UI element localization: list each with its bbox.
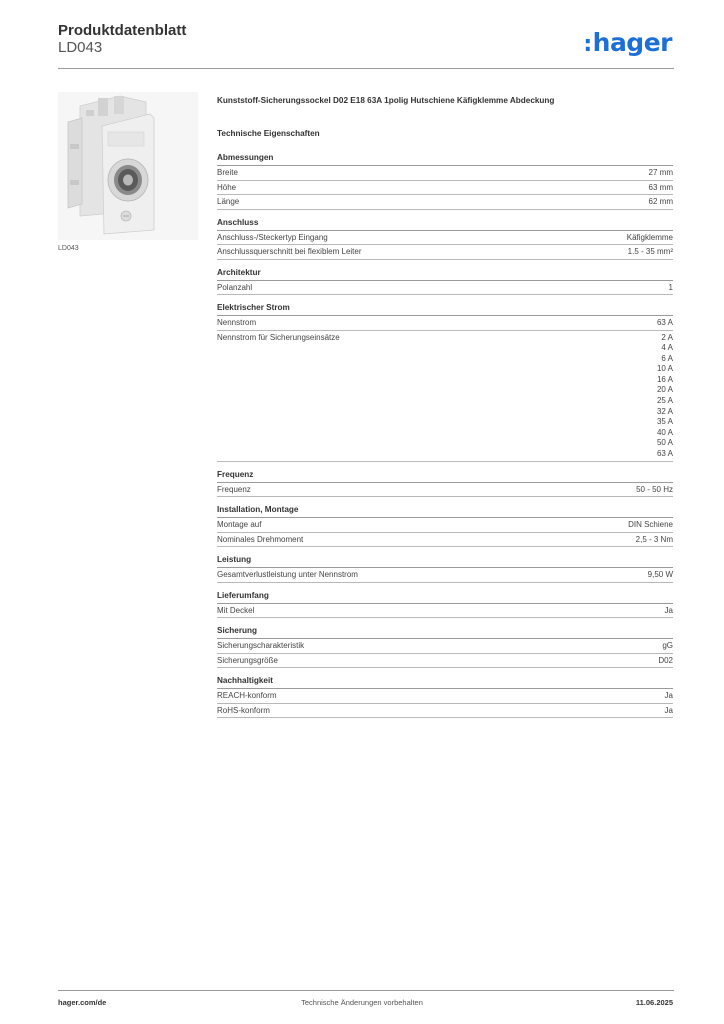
row-label: Mit Deckel	[217, 605, 255, 615]
row-label: REACH-konform	[217, 691, 277, 701]
row-label: Länge	[217, 197, 240, 206]
table-row	[217, 604, 673, 619]
section-leistung	[217, 555, 673, 583]
row-label: Sicherungscharakteristik	[217, 641, 305, 651]
product-photo	[58, 92, 198, 240]
section-heading: Lieferumfang	[217, 591, 673, 604]
row-value: Ja	[664, 691, 673, 701]
row-label: Sicherungsgröße	[217, 655, 278, 665]
rating-value: 6 A	[661, 353, 673, 363]
section-frequenz	[217, 470, 673, 498]
header-divider	[58, 68, 674, 69]
row-label: Gesamtverlustleistung unter Nennstrom	[217, 570, 358, 580]
footer-divider	[58, 990, 674, 991]
row-label: Nominales Drehmoment	[217, 534, 304, 544]
footer-notice: Technische Änderungen vorbehalten	[301, 998, 423, 1007]
row-value: 50 - 50 Hz	[636, 484, 673, 494]
rating-value: 35 A	[656, 417, 673, 427]
row-label: Polanzahl	[217, 282, 253, 292]
rating-value: 2 A	[661, 332, 673, 342]
section-installation-montage	[217, 505, 673, 547]
rating-value: 10 A	[656, 364, 673, 374]
section-nachhaltigkeit	[217, 676, 673, 718]
page-header	[58, 22, 674, 70]
rating-value: 16 A	[656, 374, 673, 384]
section-abmessungen	[217, 153, 673, 210]
section-lieferumfang	[217, 591, 673, 619]
table-row	[217, 483, 673, 498]
product-code: LD043	[58, 39, 103, 56]
row-value: 2,5 - 3 Nm	[635, 534, 673, 544]
section-elektrischer-strom	[217, 303, 673, 462]
table-row	[217, 518, 673, 533]
row-label: Nennstrom	[217, 318, 257, 327]
rating-value: 63 A	[656, 449, 673, 459]
table-row	[217, 316, 673, 331]
section-anschluss	[217, 218, 673, 260]
section-heading: Leistung	[217, 555, 673, 568]
rating-value: 20 A	[656, 385, 673, 395]
table-row	[217, 331, 673, 462]
row-value: 1	[668, 282, 673, 292]
rating-value: 32 A	[656, 406, 673, 416]
section-heading: Abmessungen	[217, 153, 673, 166]
photo-caption: LD043	[58, 245, 79, 252]
section-heading: Sicherung	[217, 626, 673, 639]
row-value: gG	[662, 641, 673, 651]
footer-website-link[interactable]: hager.com/de	[58, 998, 107, 1007]
logo-text: hager	[592, 28, 672, 57]
row-label: Anschlussquerschnitt bei flexiblem Leiter	[217, 247, 362, 256]
row-value: Käfigklemme	[626, 232, 673, 242]
table-row	[217, 704, 673, 719]
section-sicherung	[217, 626, 673, 668]
table-row	[217, 689, 673, 704]
row-label: Montage auf	[217, 520, 262, 530]
section-heading: Frequenz	[217, 470, 673, 483]
table-row	[217, 281, 673, 296]
rating-value: 50 A	[656, 438, 673, 448]
row-value: 1.5 - 35 mm²	[627, 247, 673, 256]
row-value: 62 mm	[648, 197, 673, 206]
row-value: DIN Schiene	[628, 520, 673, 530]
row-label: Frequenz	[217, 484, 251, 494]
table-row	[217, 195, 673, 210]
table-row	[217, 568, 673, 583]
table-row	[217, 181, 673, 196]
row-value-list	[657, 333, 673, 461]
section-heading: Installation, Montage	[217, 505, 673, 518]
fuse-base-image	[58, 92, 198, 240]
row-value: 63 mm	[648, 182, 673, 192]
section-architektur	[217, 268, 673, 296]
hager-logo: :hager	[583, 28, 672, 57]
row-label: Anschluss-/Steckertyp Eingang	[217, 232, 328, 242]
footer-date: 11.06.2025	[635, 998, 673, 1007]
rating-value: 25 A	[656, 396, 673, 406]
table-row	[217, 654, 673, 669]
table-row	[217, 533, 673, 548]
row-label: Höhe	[217, 182, 237, 192]
rating-value: 40 A	[656, 427, 673, 437]
document-title: Produktdatenblatt	[58, 22, 187, 39]
rating-value: 4 A	[661, 343, 673, 353]
product-title: Kunststoff-Sicherungssockel D02 E18 63A 1polig Hutschiene Käfigklemme Abdeckung	[217, 96, 555, 105]
technical-properties-heading: Technische Eigenschaften	[217, 129, 320, 138]
section-heading: Elektrischer Strom	[217, 303, 673, 316]
row-label: Breite	[217, 168, 238, 177]
section-heading: Nachhaltigkeit	[217, 676, 673, 689]
row-value: Ja	[664, 705, 673, 715]
table-row	[217, 231, 673, 246]
table-row	[217, 245, 673, 260]
table-row	[217, 166, 673, 181]
row-label: RoHS-konform	[217, 705, 270, 715]
row-value: 63 A	[656, 318, 673, 327]
product-details	[217, 96, 673, 726]
section-heading: Architektur	[217, 268, 673, 281]
table-row	[217, 639, 673, 654]
row-value: 9,50 W	[647, 570, 673, 580]
section-heading: Anschluss	[217, 218, 673, 231]
row-value: Ja	[664, 605, 673, 615]
row-label: Nennstrom für Sicherungseinsätze	[217, 332, 340, 342]
row-value: 27 mm	[648, 168, 673, 177]
row-value: D02	[658, 655, 673, 665]
